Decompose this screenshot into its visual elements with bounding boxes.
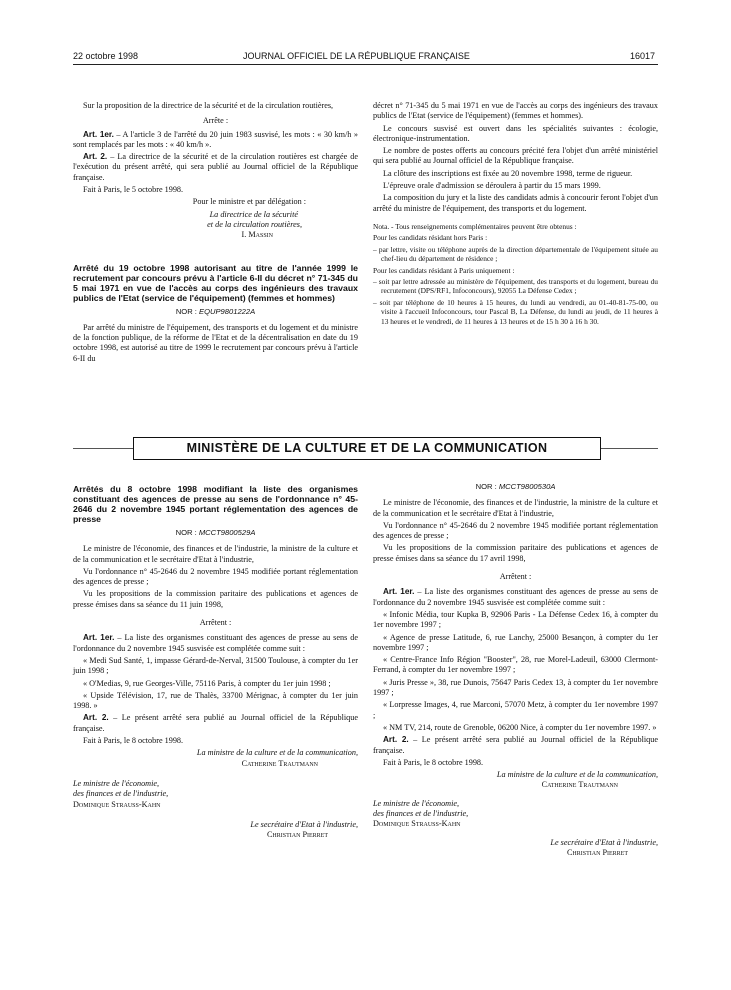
column-left-top (73, 101, 358, 366)
list-item: « Infonic Média, tour Kupka B, 92906 Paris - La Défense Cedex 16, à compter du 1er novembre 1997 ; (373, 609, 658, 630)
list-item: « O'Medias, 9, rue Georges-Ville, 75116 Paris, à compter du 1er juin 1998 ; (83, 678, 331, 688)
signatory-title-2: et de la circulation routières, (207, 219, 302, 229)
paris-item-1: – soit par lettre adressée au ministère de l'équipement, des transports et du logement, bureau du recrutement (DPS/RF1, Infoconcours), 92055 La Défense Cedex ; (373, 277, 658, 296)
paris-line: Pour les candidats résidant à Paris uniquement : (373, 265, 515, 275)
decree-paragraph-5: L'épreuve orale d'admission se déroulera à partir du 15 mars 1999. (383, 181, 601, 191)
nor-reference-530: NOR : MCCT9800530A (475, 482, 556, 491)
arretent-heading: Arrêtent : (499, 572, 532, 582)
article-1: Art. 1er. – La liste des organismes constituant des agences de presse au sens de l'ordonnance du 2 novembre 1945 susvisée est complétée comme suit : (73, 633, 358, 653)
fait-line: Fait à Paris, le 8 octobre 1998. (83, 736, 184, 746)
signatory-industrie-name: Christian Pierret (266, 830, 328, 840)
fait-line: Fait à Paris, le 5 octobre 1998. (83, 185, 184, 195)
arretent-heading: Arrêtent : (199, 618, 232, 628)
header-page-number: 16017 (630, 51, 656, 61)
decree-paragraph-6: La composition du jury et la liste des candidats admis à concourir feront l'objet d'un arrêté du ministre de l'équipement, des transports et du logement. (373, 193, 658, 213)
header-rule (73, 64, 658, 65)
ministry-banner: MINISTÈRE DE LA CULTURE ET DE LA COMMUNICATION (133, 437, 601, 460)
signatory-economie-name: Dominique Strauss-Kahn (373, 819, 461, 829)
preamble-3: Vu les propositions de la commission paritaire des publications et agences de presse émises dans sa séance du 11 juin 1998, (73, 589, 358, 609)
article-2: Art. 2. – Le présent arrêté sera publié au Journal officiel de la République française. (373, 735, 658, 755)
fait-line: Fait à Paris, le 8 octobre 1998. (383, 757, 484, 767)
nota-line: Nota. - Tous renseignements complémentaires peuvent être obtenus : (373, 221, 577, 231)
article-2: Art. 2. – La directrice de la sécurité et de la circulation routières est chargée de l'exécution du présent arrêté, qui sera publié au Journal officiel de la République française. (73, 152, 358, 182)
signatory-culture-name: Catherine Trautmann (541, 780, 618, 790)
decree-title-presse: Arrêtés du 8 octobre 1998 modifiant la liste des organismes constituant des agences de presse au sens de l'ordonnance n° 45-2646 du 2 novembre 1945 portant réglementation des agences de presse (73, 484, 358, 524)
signatory-culture-name: Catherine Trautmann (241, 758, 318, 768)
signatory-economie-2: des finances et de l'industrie, (373, 809, 469, 819)
nor-reference: NOR : EQUP9801222A (175, 306, 256, 316)
header-journal-title: JOURNAL OFFICIEL DE LA RÉPUBLIQUE FRANÇAISE (243, 51, 470, 61)
preamble-2: Vu l'ordonnance n° 45-2646 du 2 novembre 1945 modifiée portant réglementation des agences de presse ; (373, 520, 658, 541)
signatory-economie-2: des finances et de l'industrie, (73, 789, 169, 799)
decree-paragraph-3: Le nombre de postes offerts au concours précité fera l'objet d'un arrêté ministériel qui sera publié au Journal officiel de la République française. (373, 146, 658, 166)
pour-line: Pour le ministre et par délégation : (192, 197, 306, 207)
article-1: Art. 1er. – A l'article 3 de l'arrêté du 20 juin 1983 susvisé, les mots : « 30 km/h » sont remplacés par les mots : « 40 km/h ». (73, 129, 358, 149)
list-item: « Upside Télévision, 17, rue de Thalès, 33700 Mérignac, à compter du 1er juin 1998. » (73, 690, 358, 711)
decree-title-equipement: Arrêté du 19 octobre 1998 autorisant au titre de l'année 1999 le recrutement par concours prévu à l'article 6-II du décret n° 71-345 du 5 mai 1971 en vue de l'accès au corps des ingénieurs des travaux publics de l'Etat (service de l'équipement) (femmes et hommes) (73, 262, 358, 303)
signatory-culture: La ministre de la culture et de la communication, (496, 770, 658, 780)
preamble-3: Vu les propositions de la commission paritaire des publications et agences de presse émises dans sa séance du 17 avril 1998, (373, 543, 658, 563)
list-item: « Agence de presse Latitude, 6, rue Lanchy, 25000 Besançon, à compter du 1er novembre 1997 ; (373, 632, 658, 652)
hors-paris-line: Pour les candidats résidant hors Paris : (373, 233, 488, 243)
column-right-bottom (373, 482, 658, 860)
article-2: Art. 2. – Le présent arrêté sera publié au Journal officiel de la République française. (73, 713, 358, 733)
list-item: « Juris Presse », 38, rue Dunois, 75647 Paris Cedex 13, à compter du 1er novembre 1997 ; (373, 677, 658, 698)
list-item: « Centre-France Info Région "Booster", 28, rue Morel-Ladeuil, 63000 Clermont-Ferrand, à compter du 1er novembre 1997 ; (373, 655, 658, 675)
preamble-1: Le ministre de l'économie, des finances et de l'industrie, la ministre de la culture et de la communication et le secrétaire d'Etat à l'industrie, (73, 544, 358, 564)
header-date: 22 octobre 1998 (73, 51, 139, 61)
article-1: Art. 1er. – La liste des organismes constituant des agences de presse au sens de l'ordonnance du 2 novembre 1945 susvisée est complétée comme suit : (373, 587, 658, 607)
column-right-top (373, 101, 658, 328)
signatory-economie-1: Le ministre de l'économie, (73, 778, 160, 788)
signatory-industrie: Le secrétaire d'Etat à l'industrie, (250, 819, 358, 829)
hors-paris-item: – par lettre, visite ou téléphone auprès de la direction départementale de l'équipement située au chef-lieu du département de résidence ; (373, 244, 658, 264)
list-item: « NM TV, 214, route de Grenoble, 06200 Nice, à compter du 1er novembre 1997. » (383, 722, 657, 732)
preamble-2: Vu l'ordonnance n° 45-2646 du 2 novembre 1945 modifiée portant réglementation des agences de presse ; (73, 566, 358, 587)
decree-paragraph-2: Le concours susvisé est ouvert dans les spécialités suivantes : écologie, électronique-instrumentation. (373, 123, 658, 143)
preamble-1: Le ministre de l'économie, des finances et de l'industrie, la ministre de la culture et de la communication et le secrétaire d'Etat à l'industrie, (373, 498, 658, 518)
signatory-culture: La ministre de la culture et de la communication, (196, 748, 358, 758)
decree-paragraph-1-cont: décret n° 71-345 du 5 mai 1971 en vue de l'accès au corps des ingénieurs des travaux publics de l'Etat (service de l'équipement) (femmes et hommes). (373, 101, 658, 121)
column-left-bottom (73, 484, 358, 842)
arrete-heading: Arrête : (202, 116, 229, 126)
decree-paragraph-4: La clôture des inscriptions est fixée au 20 novembre 1998, terme de rigueur. (383, 168, 633, 178)
paris-item-2: – soit par téléphone de 10 heures à 15 heures, du lundi au vendredi, au 01-40-81-75-00, ou visite à l'accueil Infoconcours, tour Pascal B, La Défense, du lundi au jeudi, de 11 heures à 13 heures et le vendredi, de 11 heures à 13 heures et de 15 h 30 à 16 h 30. (373, 297, 658, 326)
nor-reference-529: NOR : MCCT9800529A (175, 528, 256, 537)
signatory-title-1: La directrice de la sécurité (209, 209, 298, 219)
decree-paragraph-1: Par arrêté du ministre de l'équipement, des transports et du logement et du ministre de la fonction publique, de la réforme de l'Etat et de la décentralisation en date du 19 octobre 1998, est autorisé au titre de 1999 le recrutement par concours prévu à l'article 6-II du (73, 322, 358, 363)
signatory-name: I. Massin (241, 230, 273, 240)
signatory-industrie: Le secrétaire d'Etat à l'industrie, (550, 837, 658, 847)
intro-paragraph: Sur la proposition de la directrice de la sécurité et de la circulation routières, (83, 101, 334, 110)
list-item: « Medi Sud Santé, 1, impasse Gérard-de-Nerval, 31500 Toulouse, à compter du 1er juin 1998 ; (73, 655, 358, 676)
signatory-economie-name: Dominique Strauss-Kahn (73, 799, 161, 809)
list-item: « Lorpresse Images, 4, rue Marconi, 57070 Metz, à compter du 1er novembre 1997 ; (373, 700, 658, 720)
signatory-economie-1: Le ministre de l'économie, (373, 798, 460, 808)
signatory-industrie-name: Christian Pierret (566, 847, 628, 857)
nota-block (373, 222, 658, 326)
